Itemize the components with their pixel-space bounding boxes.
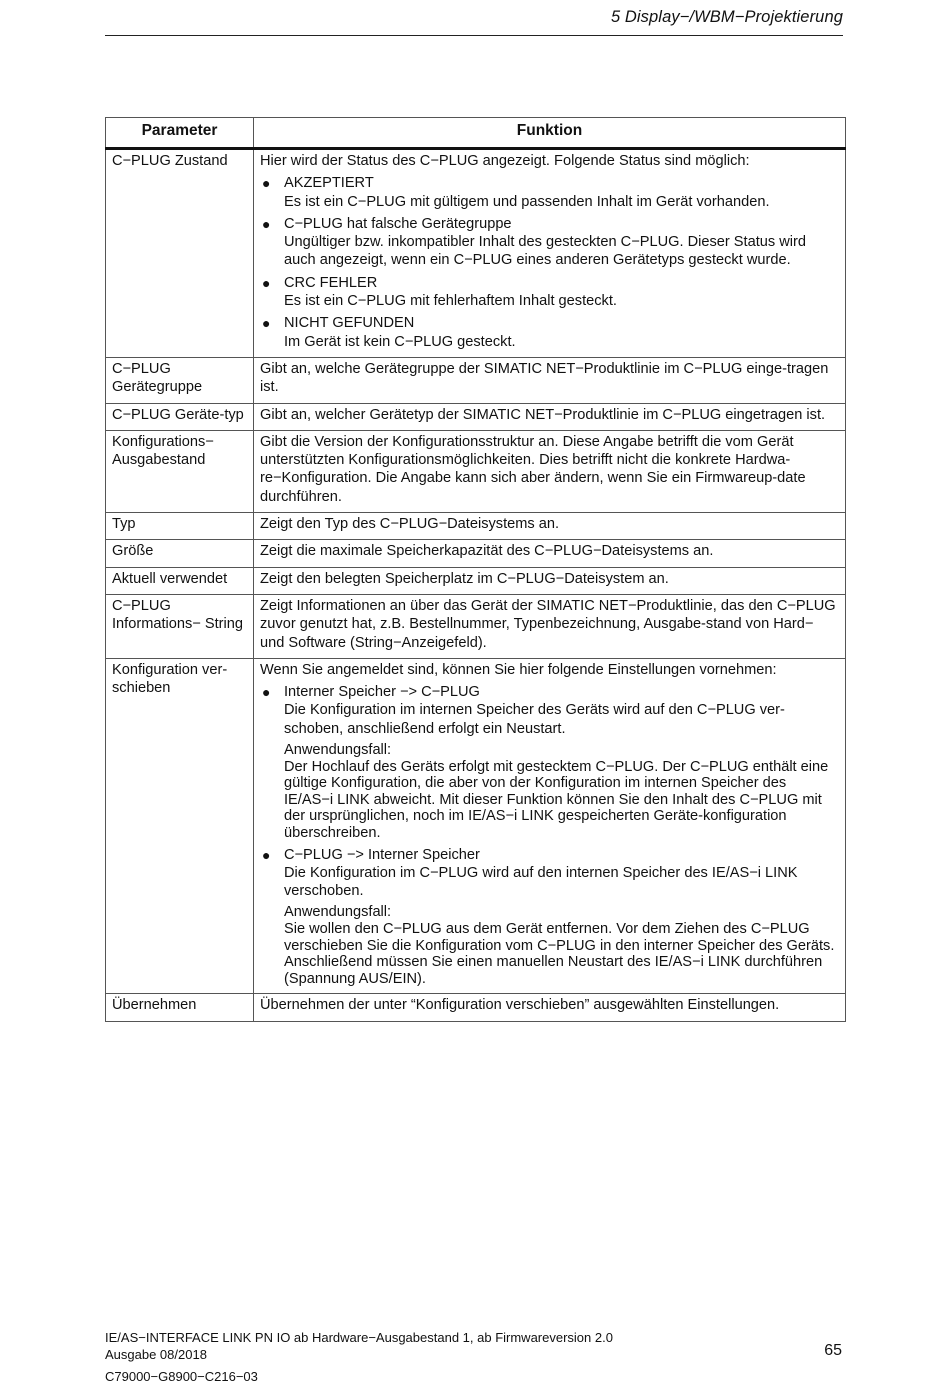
function-intro: Hier wird der Status des C−PLUG angezeigt. Folgende Status sind möglich: [260, 153, 750, 169]
page-number: 65 [824, 1342, 842, 1359]
bullet-icon: ● [262, 175, 271, 192]
item-title: AKZEPTIERT [284, 175, 374, 192]
list-item [260, 215, 839, 270]
param-cell: Übernehmen [106, 994, 254, 1021]
function-cell [254, 658, 846, 994]
function-cell: Gibt an, welcher Gerätetyp der SIMATIC NET−Produktlinie im C−PLUG eingetragen ist. [254, 403, 846, 430]
param-cell: C−PLUG Informations− String [106, 594, 254, 658]
list-item [260, 314, 839, 351]
item-title: C−PLUG −> Interner Speicher [284, 846, 480, 863]
function-cell: Übernehmen der unter “Konfiguration verschieben” ausgewählten Einstellungen. [254, 994, 846, 1021]
note-label: Anwendungsfall: [284, 742, 392, 759]
note-label: Anwendungsfall: [284, 904, 392, 921]
usage-note [284, 904, 839, 987]
bullet-icon: ● [262, 846, 271, 863]
item-text: Ungültiger bzw. inkompatibler Inhalt des gesteckten C−PLUG. Dieser Status wird auch angezeigt, wenn ein C−PLUG eines anderen Gerätetyps gesteckt wurde. [284, 234, 806, 269]
table-row [106, 513, 846, 540]
list-item [260, 274, 839, 311]
function-cell: Gibt an, welche Gerätegruppe der SIMATIC NET−Produktlinie im C−PLUG einge-tragen ist. [254, 357, 846, 403]
table-row [106, 430, 846, 512]
note-text: Der Hochlauf des Geräts erfolgt mit gestecktem C−PLUG. Der C−PLUG enthält eine gültige Konfiguration, die aber von der Konfiguration im internen Speicher des IE/AS−i LINK abweicht. Mit dieser Funktion können Sie den Inhalt des C−PLUG mit der ursprünglichen, noch im IE/AS−i LINK gespeicherten Geräte-konfiguration überschreiben. [284, 758, 829, 841]
item-text: Es ist ein C−PLUG mit fehlerhaftem Inhalt gesteckt. [284, 293, 617, 310]
list-item [260, 846, 839, 988]
table-row [106, 658, 846, 994]
param-cell: Aktuell verwendet [106, 567, 254, 594]
parameter-table [105, 117, 846, 1022]
table-row [106, 594, 846, 658]
item-title: NICHT GEFUNDEN [284, 315, 415, 332]
table-row [106, 149, 846, 358]
table-row [106, 567, 846, 594]
footer-edition: Ausgabe 08/2018 [105, 1346, 207, 1362]
header-divider [105, 35, 843, 36]
function-cell: Zeigt die maximale Speicherkapazität des C−PLUG−Dateisystems an. [254, 540, 846, 567]
function-cell: Gibt die Version der Konfigurationsstruktur an. Diese Angabe betrifft die vom Gerät unterstützten Konfigurationsmöglichkeiten. Dies betrifft nicht die konkrete Hardwa-re−Konfiguration. Die Angabe kann sich aber ändern, wenn Sie ein Firmwareup-date durchführen. [254, 430, 846, 512]
param-cell: Konfiguration ver-schieben [106, 658, 254, 994]
table-row [106, 357, 846, 403]
bullet-icon: ● [262, 684, 271, 701]
item-text: Im Gerät ist kein C−PLUG gesteckt. [284, 333, 516, 350]
status-list [260, 174, 839, 351]
column-header-funktion: Funktion [254, 118, 846, 149]
table-row [106, 994, 846, 1021]
item-title: Interner Speicher −> C−PLUG [284, 684, 480, 701]
table-header-row [106, 118, 846, 149]
function-cell: Zeigt Informationen an über das Gerät der SIMATIC NET−Produktlinie, das den C−PLUG zuvor genutzt hat, z.B. Bestellnummer, Typenbezeichnung, Ausgabe-stand von Hard− und Software (String−Anzeigefeld). [254, 594, 846, 658]
footer [105, 1330, 613, 1386]
running-header-title: 5 Display−/WBM−Projektierung [610, 8, 843, 26]
param-cell: C−PLUG Zustand [106, 149, 254, 358]
usage-note [284, 742, 839, 842]
list-item [260, 683, 839, 841]
footer-document-title: IE/AS−INTERFACE LINK PN IO ab Hardware−Ausgabestand 1, ab Firmwareversion 2.0 [105, 1330, 613, 1345]
table-row [106, 403, 846, 430]
bullet-icon: ● [262, 274, 271, 291]
function-cell: Zeigt den belegten Speicherplatz im C−PLUG−Dateisystem an. [254, 567, 846, 594]
function-intro: Wenn Sie angemeldet sind, können Sie hier folgende Einstellungen vornehmen: [260, 661, 777, 678]
option-list [260, 683, 839, 987]
item-text: Es ist ein C−PLUG mit gültigem und passenden Inhalt im Gerät vorhanden. [284, 193, 770, 210]
param-cell: C−PLUG Gerätegruppe [106, 357, 254, 403]
column-header-parameter: Parameter [106, 118, 254, 149]
note-text: Sie wollen den C−PLUG aus dem Gerät entfernen. Vor dem Ziehen des C−PLUG verschieben Sie die Konfiguration vom C−PLUG in den interner Speicher des Geräts. Anschließend müssen Sie einen manuellen Neustart des IE/AS−i LINK durchführen (Spannung AUS/EIN). [284, 921, 835, 987]
function-cell [254, 149, 846, 358]
list-item [260, 174, 839, 211]
param-cell: Typ [106, 513, 254, 540]
item-text: Die Konfiguration im internen Speicher des Geräts wird auf den C−PLUG ver-schoben, anschließend erfolgt ein Neustart. [284, 702, 785, 737]
bullet-icon: ● [262, 315, 271, 332]
param-cell: Größe [106, 540, 254, 567]
function-cell: Zeigt den Typ des C−PLUG−Dateisystems an. [254, 513, 846, 540]
item-title: CRC FEHLER [284, 274, 378, 291]
item-title: C−PLUG hat falsche Gerätegruppe [284, 215, 512, 232]
table-row [106, 540, 846, 567]
footer-order-code: C79000−G8900−C216−03 [105, 1369, 258, 1384]
item-text: Die Konfiguration im C−PLUG wird auf den internen Speicher des IE/AS−i LINK verschoben. [284, 864, 798, 900]
bullet-icon: ● [262, 215, 271, 232]
param-cell: Konfigurations− Ausgabestand [106, 430, 254, 512]
param-cell: C−PLUG Geräte-typ [106, 403, 254, 430]
